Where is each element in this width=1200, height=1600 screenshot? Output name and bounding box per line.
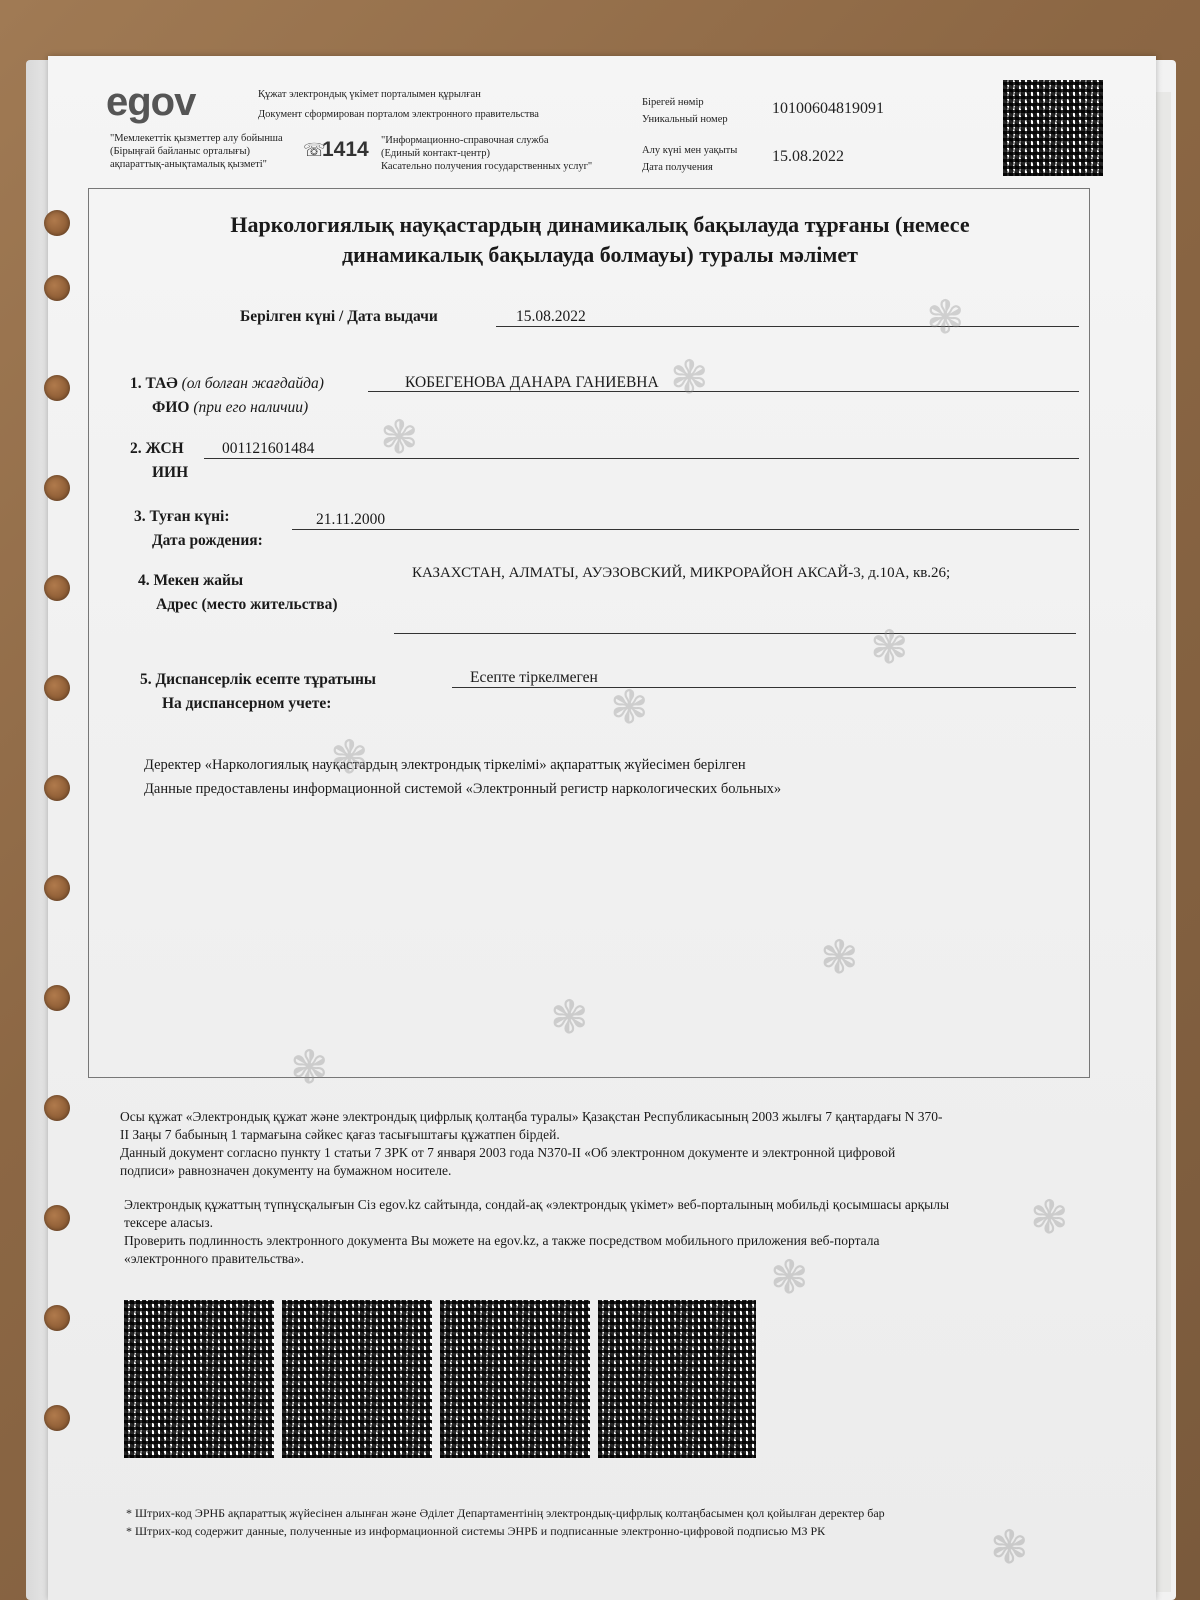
binder-hole [44,275,70,301]
birthdate-label-ru: Дата рождения: [152,532,263,549]
barcode-icon [440,1300,590,1458]
iin-label-ru: ИИН [152,464,189,481]
binder-hole [44,1405,70,1431]
legal-line: Осы құжат «Электрондық құжат және электрондық цифрлық қолтаңба туралы» Қазақстан Республикасының 2003 жылғы 7 қаңтардағы N 370- [120,1109,943,1124]
service-ru-line: (Единый контакт-центр) [381,148,491,159]
barcode-icon [124,1300,274,1458]
iin-value: 001121601484 [222,440,315,457]
phone-icon: ☏ [303,140,326,160]
underline [496,326,1079,327]
verify-line: Проверить подлинность электронного документа Вы можете на egov.kz, а также посредством мобильного приложения веб-портала [124,1233,880,1248]
verify-line: «электронного правительства». [124,1251,305,1266]
ornament-stamp-icon: ❃ [550,990,589,1044]
verify-text [124,1196,1114,1268]
underline [292,529,1079,530]
ornament-stamp-icon: ❃ [610,680,649,734]
binder-hole [44,210,70,236]
legal-line: Данный документ согласно пункту 1 статьи 7 ЗРК от 7 января 2003 года N370-II «Об электронном документе и электронной цифровой [120,1145,896,1160]
egov-logo: egov [106,80,196,124]
underline [204,458,1079,459]
binder-hole [44,1095,70,1121]
binder-hole [44,375,70,401]
service-kz-line: "Мемлекеттік қызметтер алу бойынша [110,133,283,144]
label-kz: Алу күні мен уақыты [642,145,738,156]
fio-value: КОБЕГЕНОВА ДАНАРА ГАНИЕВНА [405,374,659,391]
label-text: ФИО [152,399,190,416]
title-line: Наркологиялық науқастардың динамикалық бақылауда тұрғаны (немесе [230,212,970,237]
label-ru: Уникальный номер [642,114,728,125]
binder-hole [44,1205,70,1231]
ornament-stamp-icon: ❃ [870,620,909,674]
label-text: 1. ТАӘ [130,375,178,392]
dispensary-label-kz: 5. Диспансерлік есепте тұратыны [140,671,376,688]
underline [394,633,1076,634]
verify-line: Электрондық құжаттың түпнұсқалығын Сіз egov.kz сайтында, сондай-ақ «электрондық үкімет» веб-порталының мобильді қосымшасы арқылы [124,1197,950,1212]
binder-hole [44,1305,70,1331]
binder-hole [44,775,70,801]
barcode-icon [282,1300,432,1458]
binder-holes [38,150,78,1570]
binder-hole [44,985,70,1011]
binder-hole [44,475,70,501]
label-hint: (ол болған жағдайда) [181,375,324,392]
dispensary-value: Есепте тіркелмеген [470,669,598,686]
address-label-ru: Адрес (место жительства) [156,596,338,613]
ornament-stamp-icon: ❃ [770,1250,809,1304]
service-note-kz [110,132,283,171]
ornament-stamp-icon: ❃ [290,1040,329,1094]
hotline-number: 1414 [322,138,369,161]
iin-label-kz: 2. ЖСН [130,440,184,457]
label-kz: Бірегей нөмір [642,97,704,108]
verify-line: тексере аласыз. [124,1215,213,1230]
legal-line: II Заңы 7 бабының 1 тармағына сәйкес қағаз тасығыштағы құжатпен бірдей. [120,1127,560,1142]
unique-number-label [642,96,728,126]
label-hint: (при его наличии) [193,399,309,416]
dispensary-label-ru: На диспансерном учете: [162,695,332,712]
data-source-kz: Деректер «Наркологиялық науқастардың электрондық тіркелімі» ақпараттық жүйесімен берілген [144,757,746,773]
service-note-ru [381,134,592,173]
footnote-kz: * Штрих-код ЭРНБ ақпараттық жүйесінен алынған және Әділет Департаментінің электрондық-цифрлық колтаңбасымен қол қойылған деректер бар [126,1506,885,1520]
ornament-stamp-icon: ❃ [380,410,419,464]
portal-note-ru: Документ сформирован порталом электронного правительства [258,109,539,120]
issue-date-value: 15.08.2022 [516,308,586,325]
address-value: КАЗАХСТАН, АЛМАТЫ, АУЭЗОВСКИЙ, МИКРОРАЙОН АКСАЙ-3, д.10А, кв.26; [412,565,951,581]
binder-hole [44,575,70,601]
legal-line: подписи» равнозначен документу на бумажном носителе. [120,1163,452,1178]
fio-label-ru [152,397,308,419]
received-date-label [642,144,737,174]
ornament-stamp-icon: ❃ [990,1520,1029,1574]
service-ru-line: Касательно получения государственных услуг" [381,161,593,172]
binder-hole [44,675,70,701]
ornament-stamp-icon: ❃ [1030,1190,1069,1244]
barcode-icon [598,1300,756,1458]
received-date: 15.08.2022 [772,148,844,165]
birthdate-value: 21.11.2000 [316,511,386,528]
service-kz-line: ақпараттық-анықтамалық қызметі" [110,159,267,170]
birthdate-label-kz: 3. Туған күні: [134,508,230,525]
document-title [110,210,1090,270]
footnote-ru: * Штрих-код содержит данные, полученные из информационной системы ЭНРБ и подписанные электронно-цифровой подписью МЗ РК [126,1524,826,1538]
data-source-ru: Данные предоставлены информационной системой «Электронный регистр наркологических больных» [144,781,782,797]
underline [452,687,1076,688]
ornament-stamp-icon: ❃ [926,290,965,344]
underline [368,391,1079,392]
unique-number: 10100604819091 [772,100,884,117]
qr-code-icon [1003,80,1103,176]
service-ru-line: "Информационно-справочная служба [381,135,549,146]
ornament-stamp-icon: ❃ [670,350,709,404]
title-line: динамикалық бақылауда болмауы) туралы мәлімет [342,242,858,267]
issue-date-label: Берілген күні / Дата выдачи [240,308,438,325]
ornament-stamp-icon: ❃ [330,730,369,784]
label-ru: Дата получения [642,162,713,173]
address-label-kz: 4. Мекен жайы [138,572,244,589]
portal-note-kz: Құжат электрондық үкімет порталымен құрылған [258,89,481,100]
service-kz-line: (Бірыңғай байланыс орталығы) [110,146,251,157]
fio-label-kz [130,373,324,395]
binder-hole [44,875,70,901]
legal-text [120,1108,1110,1180]
ornament-stamp-icon: ❃ [820,930,859,984]
